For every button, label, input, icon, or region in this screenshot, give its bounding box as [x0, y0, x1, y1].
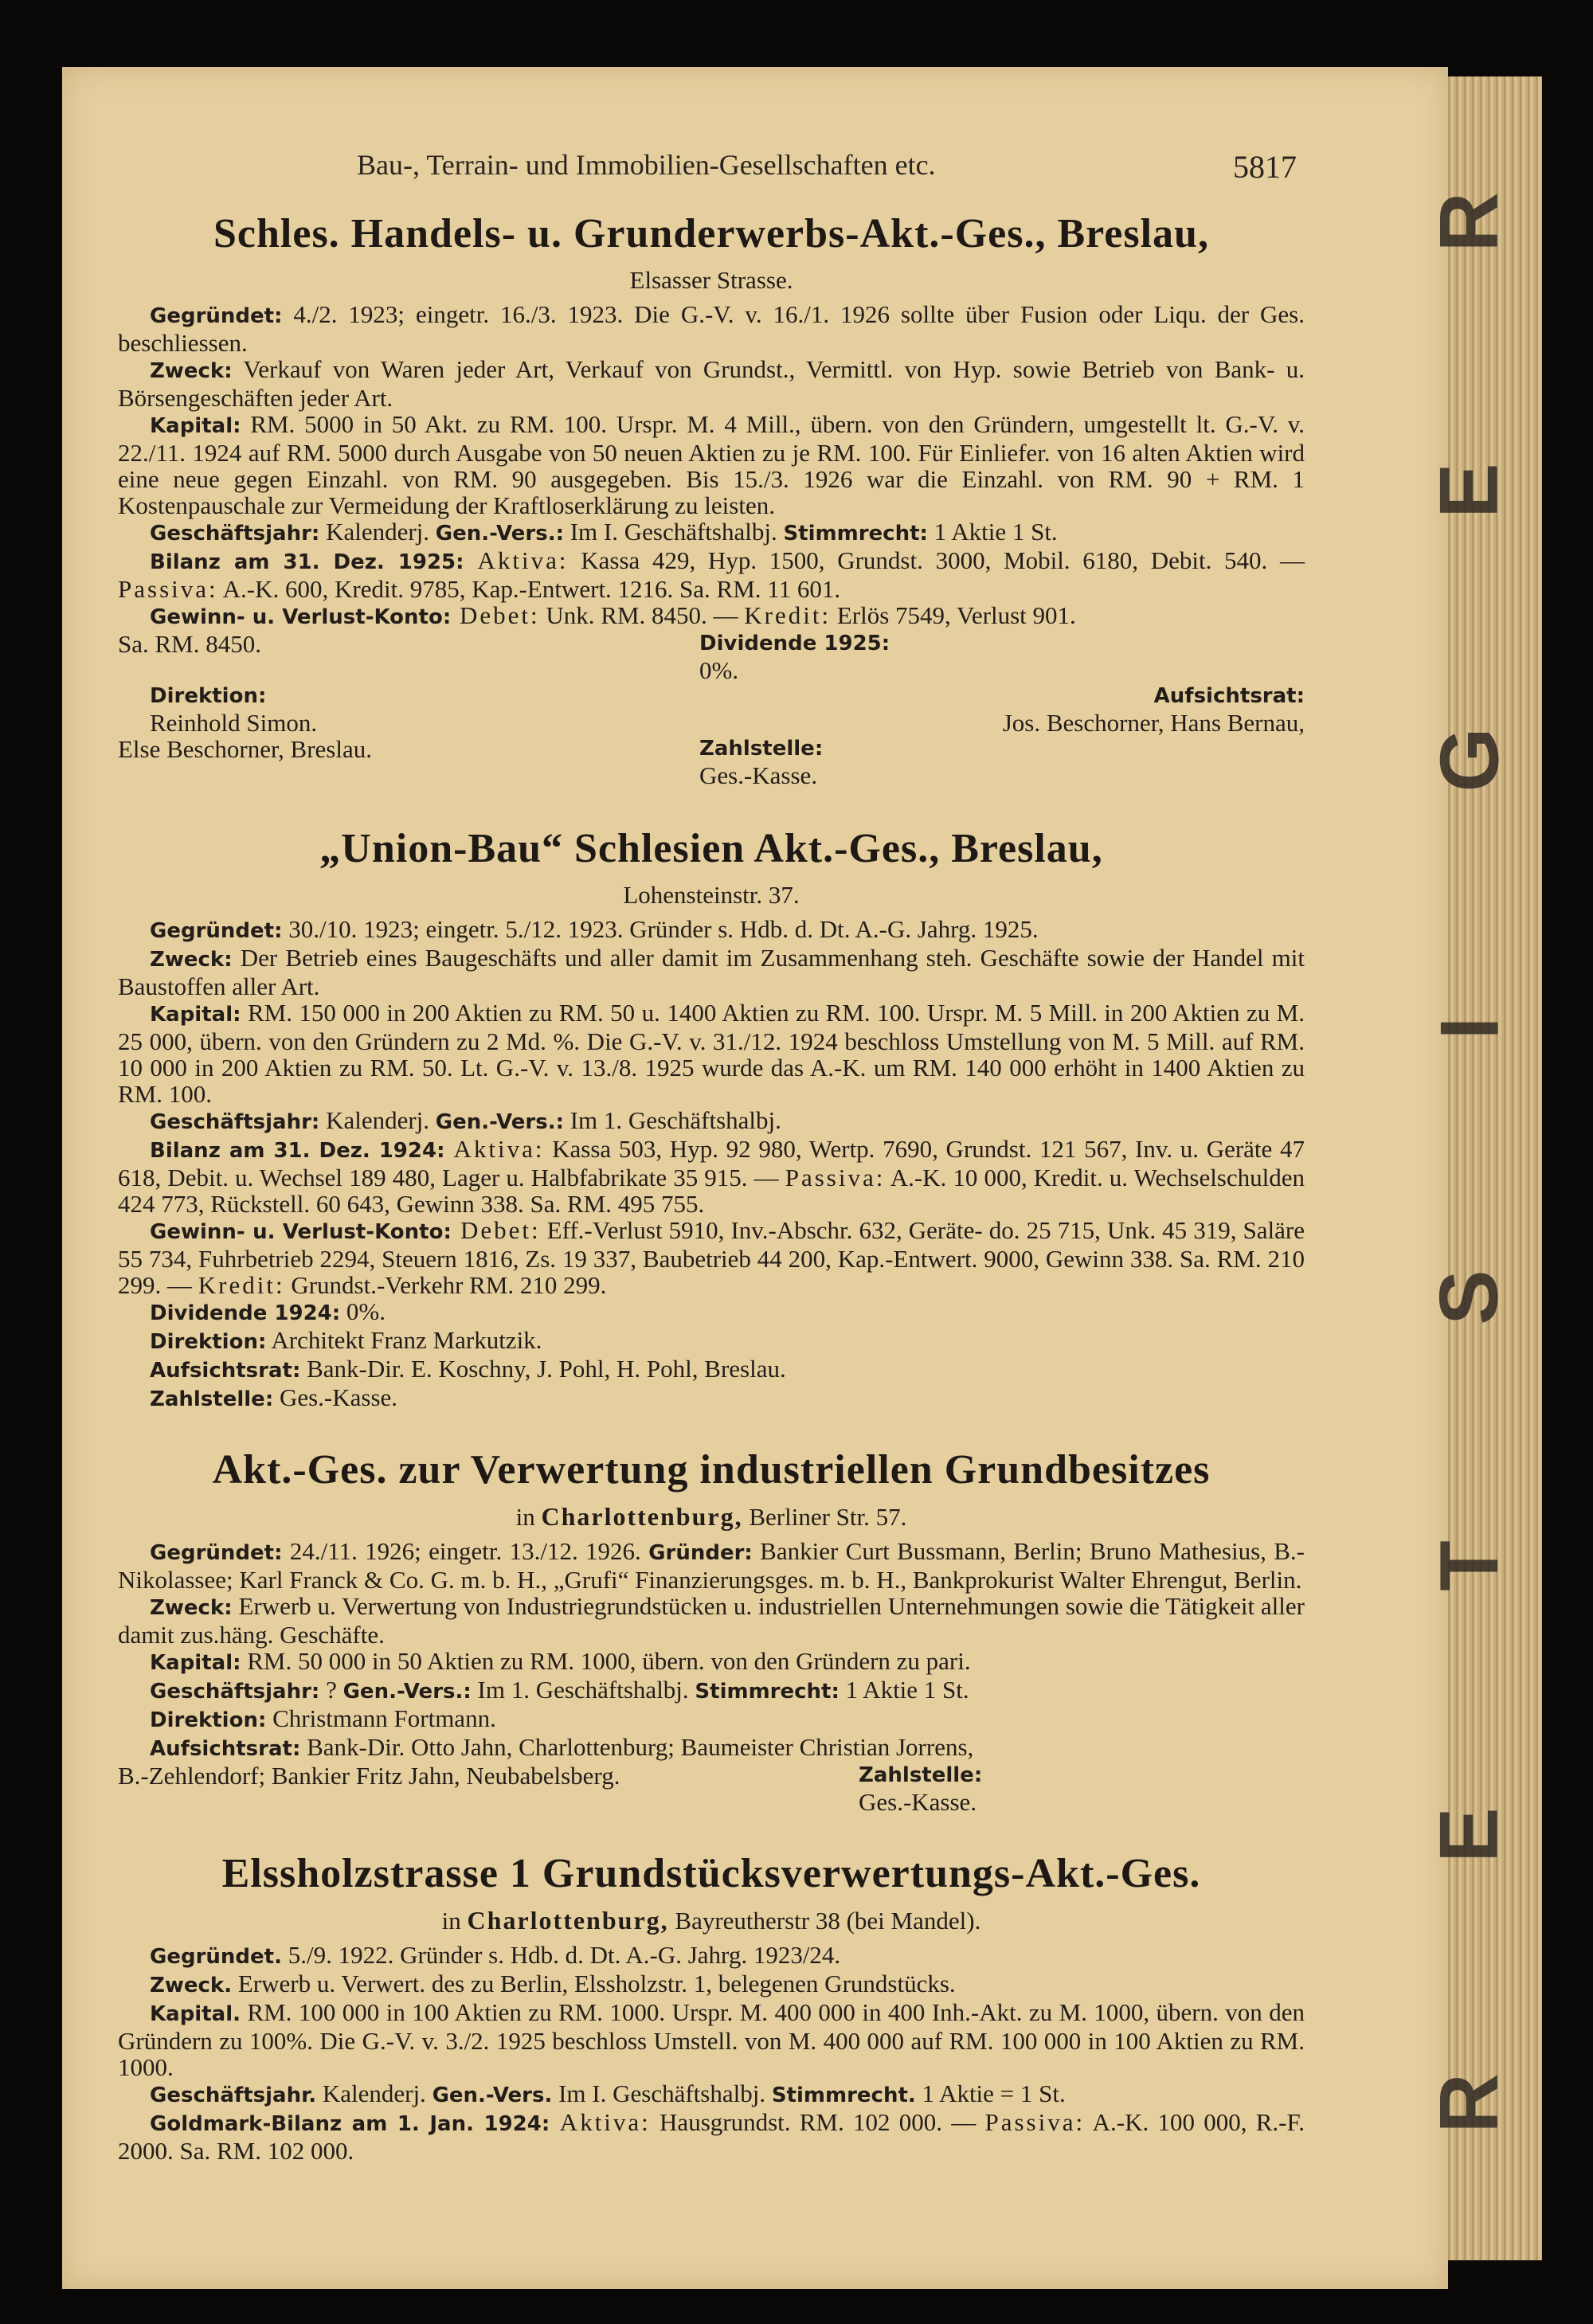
entry-line: Bilanz am 31. Dez. 1924: Aktiva: Kassa 503, Hyp. 92 980, Wertp. 7690, Grundst. 121 567, Inv. u. Geräte 47 618, Debit. u. Wechsel 189 480, Lager u. Halbfabrikate 35 915. — Passiva: A.-K. 10 000, Kredit. u. Wechselschulden 424 773, Rückstell. 60 643, Gewinn 338. Sa. RM. 495 755.	[118, 1135, 1305, 1218]
entry-title: „Union-Bau“ Schlesien Akt.-Ges., Breslau,	[319, 826, 1103, 871]
entry-schles-handels	[118, 207, 1305, 788]
entry-line: Zweck: Erwerb u. Verwertung von Industriegrundstücken u. industriellen Unternehmungen sowie die Tätigkeit aller damit zus.häng. Geschäfte.	[118, 1592, 1305, 1649]
page-number: 5817	[1233, 149, 1297, 185]
entry-line: Direktion: Architekt Franz Markutzik.	[150, 1326, 542, 1354]
entry-line: Gewinn- u. Verlust-Konto: Debet: Unk. RM. 8450. — Kredit: Erlös 7549, Verlust 901.	[150, 601, 1076, 629]
entry-line: Gegründet. 5./9. 1922. Gründer s. Hdb. d. Dt. A.-G. Jahrg. 1923/24.	[150, 1941, 841, 1969]
spine-lettering	[1423, 88, 1517, 2238]
spine-letter: E	[1423, 463, 1516, 518]
spine-letter: R	[1423, 2073, 1517, 2134]
entry-union-bau	[118, 822, 1305, 1413]
spine-letter: S	[1423, 1270, 1516, 1325]
entry-line: Zweck. Erwerb u. Verwert. des zu Berlin, Elssholzstr. 1, belegenen Grundstücks.	[150, 1970, 956, 1997]
entry-line: Direktion: Reinhold Simon. Aufsichtsrat: Jos. Beschorner, Hans Bernau,	[150, 684, 1305, 737]
entry-line: Kapital. RM. 100 000 in 100 Aktien zu RM. 1000. Urspr. M. 400 000 in 400 Inh.-Akt. zu M. 1000, übern. von den Gründern zu 100%. Die G.-V. v. 3./2. 1925 beschloss Umstell. von M. 400 000 auf RM. 100 000 in 100 Aktien zu RM. 1000.	[118, 1998, 1305, 2081]
spine-letter: G	[1423, 727, 1516, 792]
entry-line: Zahlstelle: Ges.-Kasse.	[150, 1383, 398, 1411]
entry-line: Kapital: RM. 50 000 in 50 Aktien zu RM. 1000, übern. von den Gründern zu pari.	[150, 1647, 971, 1675]
entry-line: Direktion: Christmann Fortmann.	[150, 1704, 496, 1732]
entry-elssholzstrasse	[118, 1847, 1305, 2164]
running-head: Bau-, Terrain- und Immobilien-Gesellschaften etc.	[357, 149, 936, 181]
entry-line: Zweck: Verkauf von Waren jeder Art, Verkauf von Grundst., Vermittl. von Hyp. sowie Betrieb von Bank- u. Börsengeschäften jeder Art.	[118, 355, 1305, 412]
entry-line: Gewinn- u. Verlust-Konto: Debet: Eff.-Verlust 5910, Inv.-Abschr. 632, Geräte- do. 25 715, Unk. 45 319, Saläre 55 734, Fuhrbetrieb 2294, Steuern 1816, Zs. 19 337, Baubetrieb 44 200, Kap.-Entwert. 9000, Gewinn 338. Sa. RM. 210 299. — Kredit: Grundst.-Verkehr RM. 210 299.	[118, 1216, 1305, 1299]
entry-line: Goldmark-Bilanz am 1. Jan. 1924: Aktiva: Hausgrundst. RM. 102 000. — Passiva: A.-K. 100 000, R.-F. 2000. Sa. RM. 102 000.	[118, 2108, 1305, 2165]
entry-line: Gegründet: 30./10. 1923; eingetr. 5./12. 1923. Gründer s. Hdb. d. Dt. A.-G. Jahrg. 1925.	[150, 915, 1039, 943]
page-content	[118, 207, 1305, 2186]
entry-line: Geschäftsjahr. Kalenderj. Gen.-Vers. Im I. Geschäftshalbj. Stimmrecht. 1 Aktie = 1 St.	[150, 2079, 1066, 2107]
entry-line: Bilanz am 31. Dez. 1925: Aktiva: Kassa 429, Hyp. 1500, Grundst. 3000, Mobil. 6180, Debit. 540. — Passiva: A.-K. 600, Kredit. 9785, Kap.-Entwert. 1216. Sa. RM. 11 601.	[118, 546, 1305, 603]
entry-line: Dividende 1924: 0%.	[150, 1297, 386, 1325]
entry-address: in Charlottenburg, Bayreutherstr 38 (bei Mandel).	[441, 1906, 981, 1935]
entry-title: Schles. Handels- u. Grunderwerbs-Akt.-Ges., Breslau,	[213, 211, 1209, 256]
entry-line: Sa. RM. 8450. Dividende 1925: 0%.	[118, 630, 890, 684]
entry-line: Kapital: RM. 5000 in 50 Akt. zu RM. 100. Urspr. M. 4 Mill., übern. von den Gründern, umgestellt lt. G.-V. v. 22./11. 1924 auf RM. 5000 durch Ausgabe von 50 neuen Aktien zu je RM. 100. Für Einliefer. von 16 alten Aktien wird eine neue gegen Einzahl. von RM. 90 ausgegeben. Bis 15./3. 1926 war die Einzahl. von RM. 90 + RM. 1 Kostenpauschale zur Vermeidung der Kraftloserklärung zu leisten.	[118, 410, 1305, 519]
entry-line: Zweck: Der Betrieb eines Baugeschäfts und aller damit im Zusammenhang steh. Geschäfte sowie der Handel mit Baustoffen aller Art.	[118, 944, 1305, 1000]
spine-letter: I	[1423, 1016, 1516, 1040]
entry-title: Akt.-Ges. zur Verwertung industriellen Grundbesitzes	[212, 1447, 1211, 1493]
entry-line: Gegründet: 4./2. 1923; eingetr. 16./3. 1923. Die G.-V. v. 16./1. 1926 sollte über Fusion oder Liqu. der Ges. beschliessen.	[118, 300, 1305, 357]
entry-address: in Charlottenburg, Berliner Str. 57.	[515, 1502, 907, 1531]
entry-line: Geschäftsjahr: Kalenderj. Gen.-Vers.: Im 1. Geschäftshalbj.	[150, 1106, 781, 1134]
spine-letter: R	[1423, 192, 1517, 252]
entry-address: Elsasser Strasse.	[629, 266, 793, 294]
entry-akt-ges-verwertung	[118, 1443, 1305, 1815]
entry-title: Elssholzstrasse 1 Grundstücksverwertungs-Akt.-Ges.	[221, 1851, 1201, 1896]
entry-line: Else Beschorner, Breslau. Zahlstelle: Ges.-Kasse.	[118, 735, 824, 789]
entry-line: Aufsichtsrat: Bank-Dir. E. Koschny, J. Pohl, H. Pohl, Breslau.	[150, 1355, 786, 1383]
spine-letter: E	[1423, 1807, 1516, 1863]
entry-line: Gegründet: 24./11. 1926; eingetr. 13./12. 1926. Gründer: Bankier Curt Bussmann, Berlin; Bruno Mathesius, B.-Nikolassee; Karl Franck & Co. G. m. b. H., „Grufi“ Finanzierungsges. m. b. H., Bankprokurist Walter Ehrengut, Berlin.	[118, 1537, 1305, 1594]
entry-line: Kapital: RM. 150 000 in 200 Aktien zu RM. 50 u. 1400 Aktien zu RM. 100. Urspr. M. 5 Mill. in 200 Aktien zu M. 25 000, übern. von den Gründern zu 2 Md. %. Die G.-V. v. 31./12. 1924 beschloss Umstellung von M. 5 Mill. auf RM. 10 000 in 200 Aktien zu RM. 50. Lt. G.-V. v. 13./8. 1925 wurde das A.-K. um RM. 140 000 erhöht in 1400 Aktien zu RM. 100.	[118, 999, 1305, 1108]
entry-line: Geschäftsjahr: ? Gen.-Vers.: Im 1. Geschäftshalbj. Stimmrecht: 1 Aktie 1 St.	[150, 1676, 969, 1704]
entry-line: Geschäftsjahr: Kalenderj. Gen.-Vers.: Im I. Geschäftshalbj. Stimmrecht: 1 Aktie 1 St.	[150, 518, 1058, 546]
entry-address: Lohensteinstr. 37.	[623, 881, 800, 909]
entry-line: B.-Zehlendorf; Bankier Fritz Jahn, Neubabelsberg. Zahlstelle: Ges.-Kasse.	[118, 1762, 983, 1816]
entry-line: Aufsichtsrat: Bank-Dir. Otto Jahn, Charlottenburg; Baumeister Christian Jorrens,	[150, 1733, 974, 1761]
spine-letter: T	[1423, 1540, 1516, 1592]
